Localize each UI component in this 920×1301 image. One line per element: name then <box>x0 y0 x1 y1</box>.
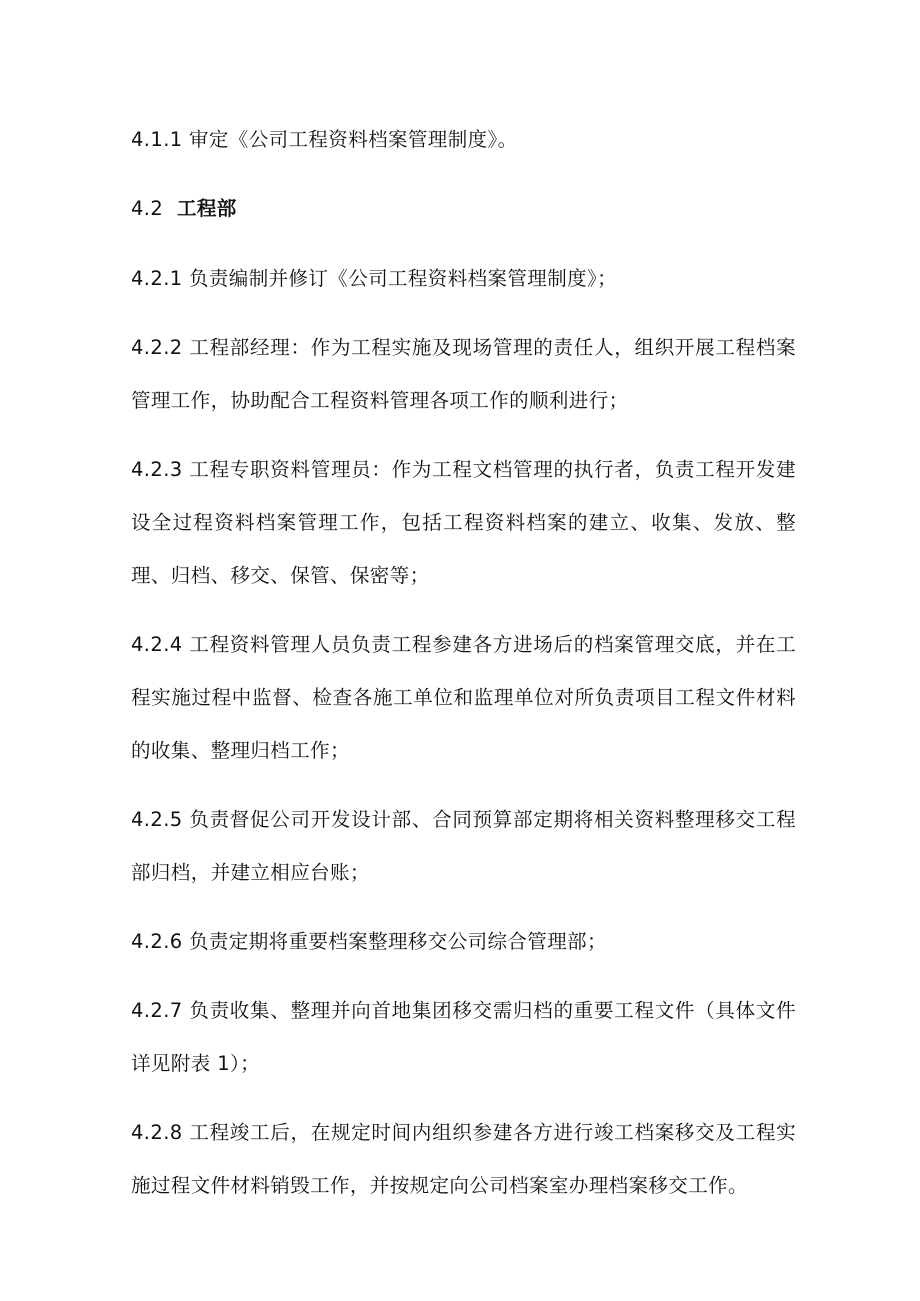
section-number: 4.2.4 <box>131 633 183 656</box>
paragraph-text: 负责督促公司开发设计部、合同预算部定期将相关资料整理移交工程部归档，并建立相应台账； <box>131 808 796 884</box>
paragraph-4-2-8 <box>131 1106 796 1212</box>
paragraph-text: 工程竣工后，在规定时间内组织参建各方进行竣工档案移交及工程实施过程文件材料销毁工作，并按规定向公司档案室办理档案移交工作。 <box>131 1121 796 1197</box>
section-number: 4.2.7 <box>131 999 183 1022</box>
paragraph-text: 负责编制并修订《公司工程资料档案管理制度》； <box>189 267 618 290</box>
section-number: 4.2 <box>131 197 164 220</box>
paragraph-4-2-3 <box>131 443 796 602</box>
paragraph-4-2-7 <box>131 984 796 1090</box>
section-number: 4.1.1 <box>131 128 183 151</box>
paragraph-4-2-6 <box>131 915 796 968</box>
paragraph-4-2-2 <box>131 321 796 427</box>
paragraph-text: 工程专职资料管理员：作为工程文档管理的执行者，负责工程开发建设全过程资料档案管理工作，包括工程资料档案的建立、收集、发放、整理、归档、移交、保管、保密等； <box>131 458 796 587</box>
paragraph-text: 负责定期将重要档案整理移交公司综合管理部； <box>189 930 607 953</box>
section-number: 4.2.8 <box>131 1121 183 1144</box>
section-number: 4.2.6 <box>131 930 183 953</box>
paragraph-text: 审定《公司工程资料档案管理制度》。 <box>189 128 518 151</box>
paragraph-text: 负责收集、整理并向首地集团移交需归档的重要工程文件（具体文件详见附表 1）； <box>131 999 796 1075</box>
paragraph-4-2-1 <box>131 252 796 305</box>
paragraph-text: 工程资料管理人员负责工程参建各方进场后的档案管理交底，并在工程实施过程中监督、检查各施工单位和监理单位对所负责项目工程文件材料的收集、整理归档工作； <box>131 633 796 762</box>
paragraph-4-2-5 <box>131 793 796 899</box>
section-number: 4.2.3 <box>131 458 183 481</box>
paragraph-text: 工程部经理：作为工程实施及现场管理的责任人，组织开展工程档案管理工作，协助配合工程资料管理各项工作的顺利进行； <box>131 336 796 412</box>
section-heading-text: 工程部 <box>177 197 237 220</box>
section-number: 4.2.1 <box>131 267 183 290</box>
document-page <box>131 113 796 1228</box>
section-number: 4.2.5 <box>131 808 183 831</box>
paragraph-4-1-1 <box>131 113 796 166</box>
section-heading-4-2 <box>131 182 796 235</box>
paragraph-4-2-4 <box>131 618 796 777</box>
section-number: 4.2.2 <box>131 336 183 359</box>
